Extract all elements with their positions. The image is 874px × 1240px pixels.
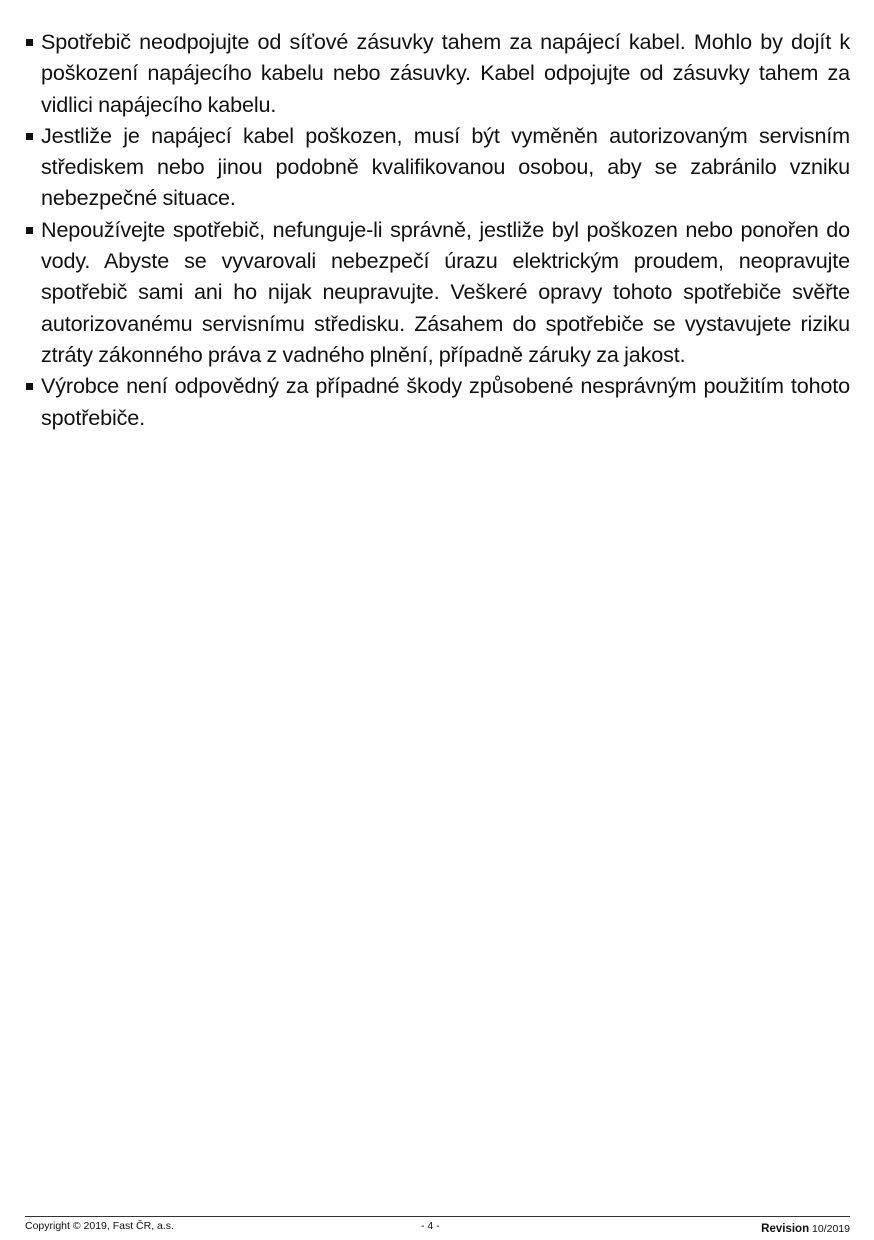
- page-number: - 4 -: [421, 1220, 440, 1232]
- list-item-text: Nepoužívejte spotřebič, nefunguje-li správně, jestliže byl poškozen nebo ponořen do vody. Abyste se vyvarovali nebezpečí úrazu elektrickým proudem, neopravujte spotřebič sami ani ho nijak neupravujte. Veškeré opravy tohoto spotřebiče svěřte autorizovanému servisnímu středisku. Zásahem do spotřebiče se vystavujete riziku ztráty zákonného práva z vadného plnění, případně záruky za jakost.: [41, 216, 850, 367]
- revision-label: Revision: [761, 1223, 810, 1235]
- safety-instructions-list: [22, 26, 850, 433]
- page-content: [22, 26, 850, 433]
- copyright-text: Copyright © 2019, Fast ČR, a.s.: [25, 1220, 174, 1232]
- list-item: [22, 214, 850, 370]
- list-item: [22, 120, 850, 214]
- list-item-text: Výrobce není odpovědný za případné škody způsobené nesprávným použitím tohoto spotřebiče.: [41, 373, 850, 430]
- list-item-text: Spotřebič neodpojujte od síťové zásuvky tahem za napájecí kabel. Mohlo by dojít k poškození napájecího kabelu nebo zásuvky. Kabel odpojujte od zásuvky tahem za vidlici napájecího kabelu.: [41, 29, 850, 117]
- square-bullet-icon: [26, 133, 33, 140]
- page-footer: [25, 1216, 850, 1237]
- list-item: [22, 26, 850, 120]
- revision-info: [761, 1223, 850, 1235]
- square-bullet-icon: [26, 227, 33, 234]
- list-item-text: Jestliže je napájecí kabel poškozen, musí být vyměněn autorizovaným servisním střediskem nebo jinou podobně kvalifikovanou osobou, aby se zabránilo vzniku nebezpečné situace.: [41, 122, 850, 211]
- list-item: [22, 370, 850, 433]
- square-bullet-icon: [26, 39, 33, 46]
- revision-value: 10/2019: [812, 1223, 850, 1235]
- square-bullet-icon: [26, 383, 33, 390]
